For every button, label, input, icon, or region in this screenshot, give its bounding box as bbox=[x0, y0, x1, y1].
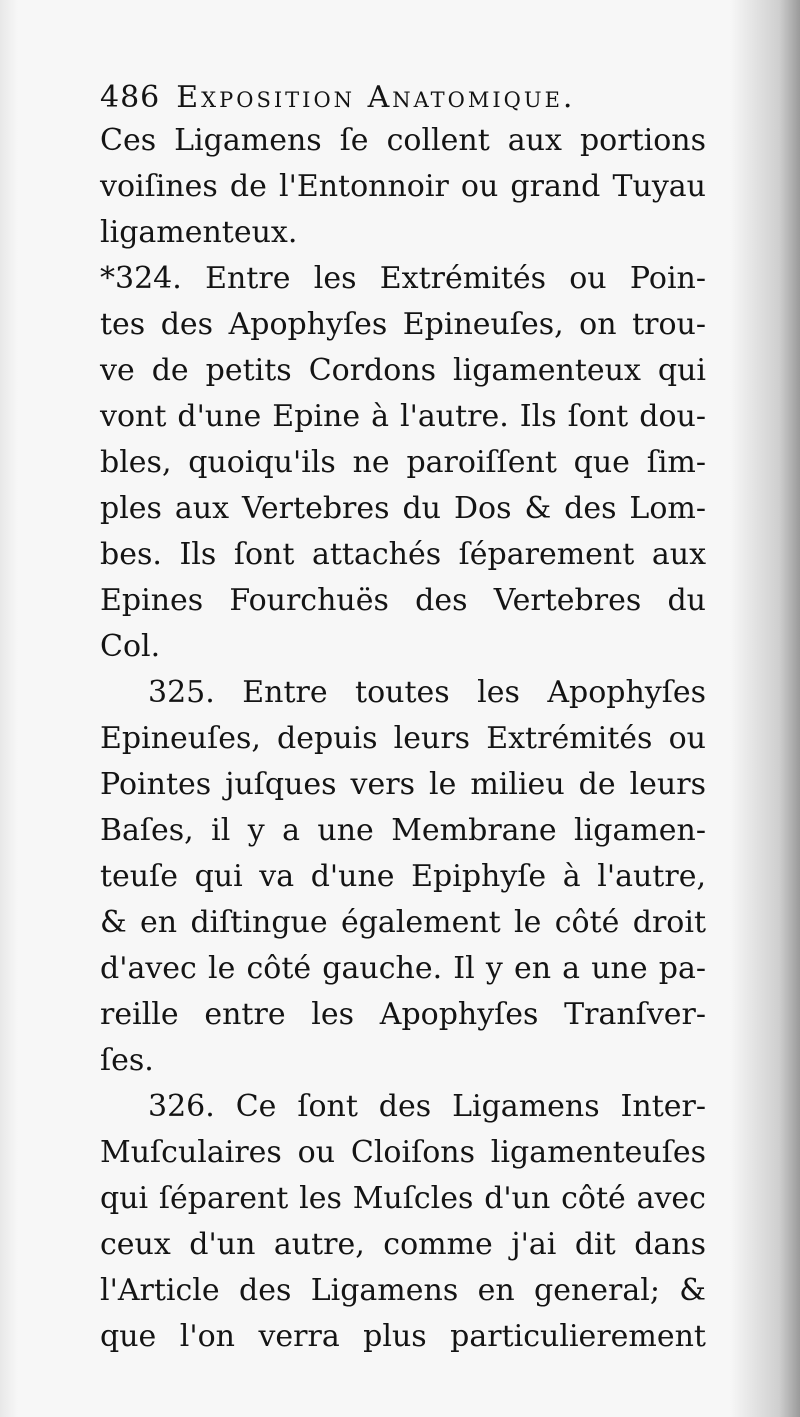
text-line: vont d'une Epine à l'autre. Ils ſont dou- bbox=[100, 399, 706, 434]
text-line: bes. Ils ſont attachés ſéparement aux bbox=[100, 537, 706, 572]
running-title: Exposition Anatomique. bbox=[176, 80, 576, 115]
text-line: 326. Ce ſont des Ligamens Inter- bbox=[148, 1089, 706, 1124]
text-line: reille entre les Apophyſes Tranſver- bbox=[100, 997, 706, 1032]
page-gutter-shadow bbox=[0, 0, 18, 1417]
text-line: d'avec le côté gauche. Il y en a une pa- bbox=[100, 951, 706, 986]
text-line: qui ſéparent les Muſcles d'un côté avec bbox=[100, 1181, 706, 1216]
text-line: bles, quoiqu'ils ne paroiſſent que ſim- bbox=[100, 445, 706, 480]
text-line: Epines Fourchuës des Vertebres du bbox=[100, 583, 706, 618]
text-line: ve de petits Cordons ligamenteux qui bbox=[100, 353, 706, 388]
text-line: voiſines de l'Entonnoir ou grand Tuyau bbox=[100, 169, 706, 204]
text-line: Ces Ligamens ſe collent aux portions bbox=[100, 123, 706, 158]
text-line: ligamenteux. bbox=[100, 215, 298, 250]
text-line: Col. bbox=[100, 629, 161, 664]
text-line: l'Article des Ligamens en general; & bbox=[100, 1273, 706, 1308]
text-line: que l'on verra plus particulierement bbox=[100, 1319, 706, 1354]
text-line: 325. Entre toutes les Apophyſes bbox=[148, 675, 706, 710]
text-line: & en diſtingue également le côté droit bbox=[100, 905, 706, 940]
text-line: Pointes juſques vers le milieu de leurs bbox=[100, 767, 706, 802]
running-header bbox=[100, 78, 706, 118]
text-line: *324. Entre les Extrémités ou Poin- bbox=[100, 261, 706, 296]
text-line: Baſes, il y a une Membrane ligamen- bbox=[100, 813, 706, 848]
text-line: ſes. bbox=[100, 1043, 154, 1078]
text-line: tes des Apophyſes Epineuſes, on trou- bbox=[100, 307, 706, 342]
body-text bbox=[100, 118, 706, 1360]
text-line: ples aux Vertebres du Dos & des Lom- bbox=[100, 491, 706, 526]
text-line: Epineuſes, depuis leurs Extrémités ou bbox=[100, 721, 706, 756]
text-line: teuſe qui va d'une Epiphyſe à l'autre, bbox=[100, 859, 706, 894]
page-number: 486 bbox=[100, 80, 161, 115]
page-edge-shadow bbox=[730, 0, 800, 1417]
text-line: ceux d'un autre, comme j'ai dit dans bbox=[100, 1227, 706, 1262]
text-line: Muſculaires ou Cloiſons ligamenteuſes bbox=[100, 1135, 706, 1170]
page-text bbox=[100, 78, 706, 1360]
